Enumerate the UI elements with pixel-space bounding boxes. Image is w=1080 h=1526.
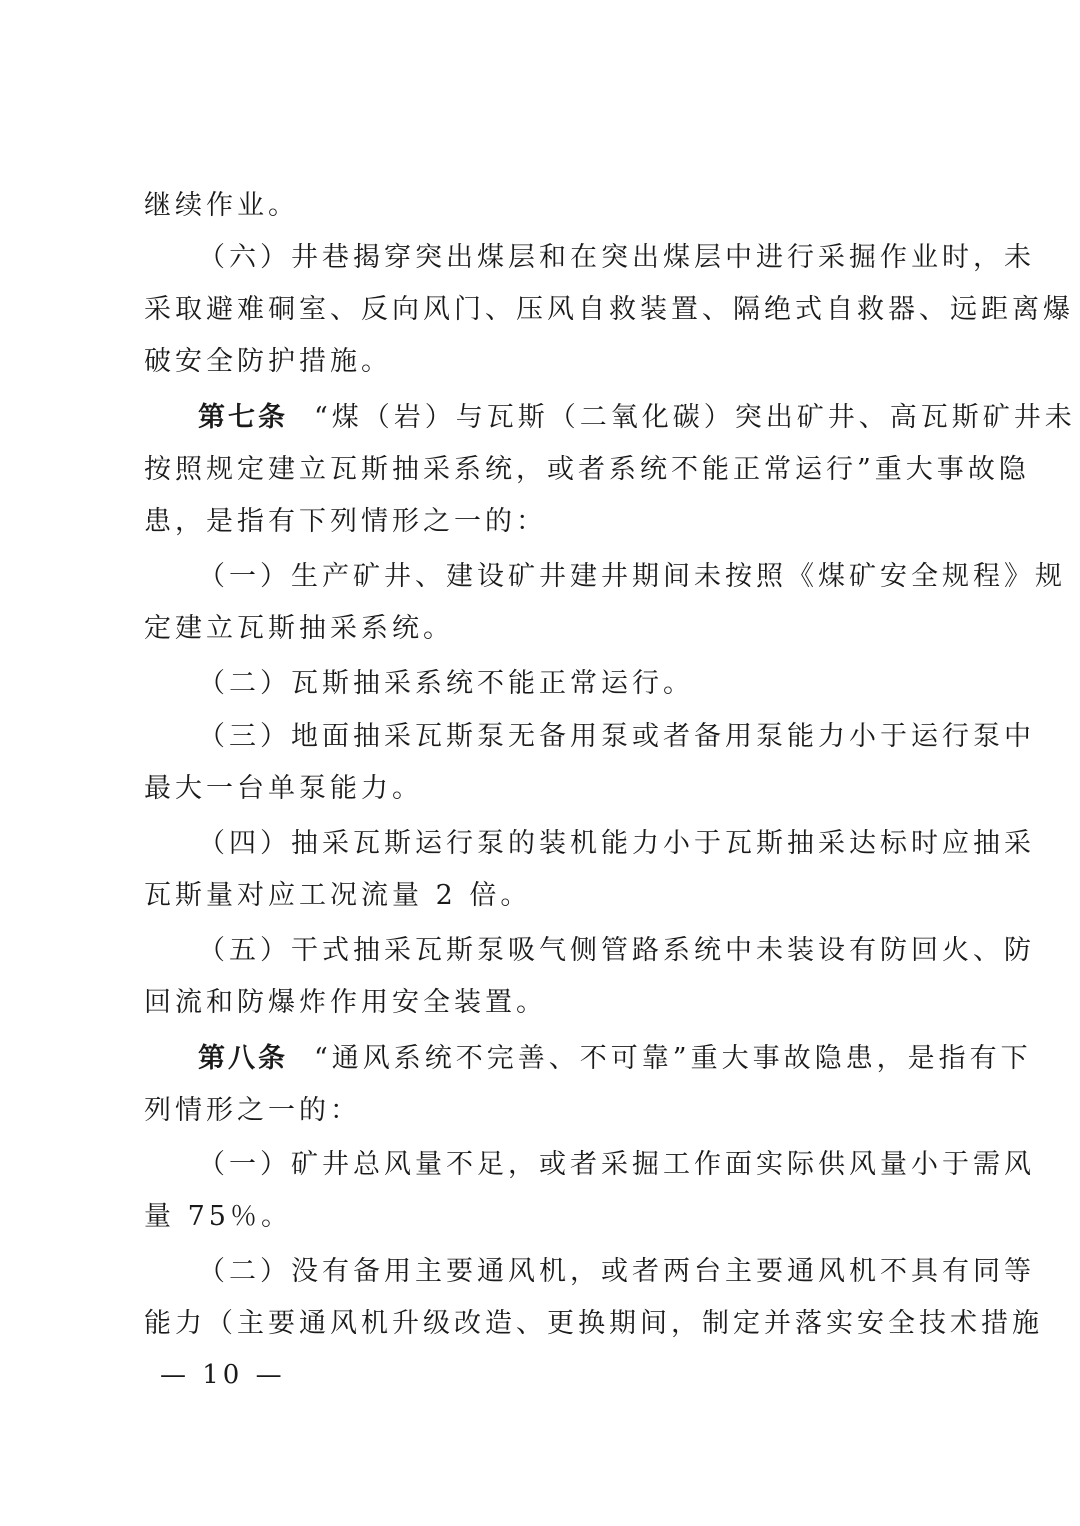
text-line: 定建立瓦斯抽采系统。: [144, 613, 454, 644]
article-8-line: [198, 1039, 1032, 1079]
article-text: “煤（岩）与瓦斯（二氧化碳）突出矿井、高瓦斯矿井未: [314, 402, 1076, 433]
text-line: 采取避难硐室、反向风门、压风自救装置、隔绝式自救器、远距离爆: [144, 294, 1074, 325]
text-line: 瓦斯量对应工况流量 2 倍。: [144, 880, 532, 911]
text-line: （四）抽采瓦斯运行泵的装机能力小于瓦斯抽采达标时应抽采: [198, 828, 1035, 859]
page-number: — 10 —: [160, 1360, 286, 1390]
text-line: 能力（主要通风机升级改造、更换期间，制定并落实安全技术措施: [144, 1308, 1043, 1339]
text-line: （二）没有备用主要通风机，或者两台主要通风机不具有同等: [198, 1256, 1035, 1287]
text-line: （一）生产矿井、建设矿井建井期间未按照《煤矿安全规程》规: [198, 561, 1066, 592]
text-line: 按照规定建立瓦斯抽采系统，或者系统不能正常运行”重大事故隐: [144, 454, 1030, 485]
text-line: （二）瓦斯抽采系统不能正常运行。: [198, 668, 694, 699]
text-line: （三）地面抽采瓦斯泵无备用泵或者备用泵能力小于运行泵中: [198, 721, 1035, 752]
text-line: 列情形之一的：: [144, 1095, 361, 1126]
text-line: （六）井巷揭穿突出煤层和在突出煤层中进行采掘作业时，未: [198, 242, 1035, 273]
text-line: 最大一台单泵能力。: [144, 773, 423, 804]
article-heading: 第八条: [198, 1043, 288, 1074]
article-heading: 第七条: [198, 402, 288, 433]
text-line: 量 75％。: [144, 1201, 292, 1232]
text-line: （一）矿井总风量不足，或者采掘工作面实际供风量小于需风: [198, 1149, 1035, 1180]
text-line: 破安全防护措施。: [144, 346, 392, 377]
article-text: “通风系统不完善、不可靠”重大事故隐患，是指有下: [314, 1043, 1032, 1074]
text-line: 继续作业。: [144, 190, 299, 221]
text-line: 回流和防爆炸作用安全装置。: [144, 987, 547, 1018]
text-line: （五）干式抽采瓦斯泵吸气侧管路系统中未装设有防回火、防: [198, 935, 1035, 966]
text-line: 患，是指有下列情形之一的：: [144, 506, 547, 537]
article-7-line: [198, 398, 1076, 438]
